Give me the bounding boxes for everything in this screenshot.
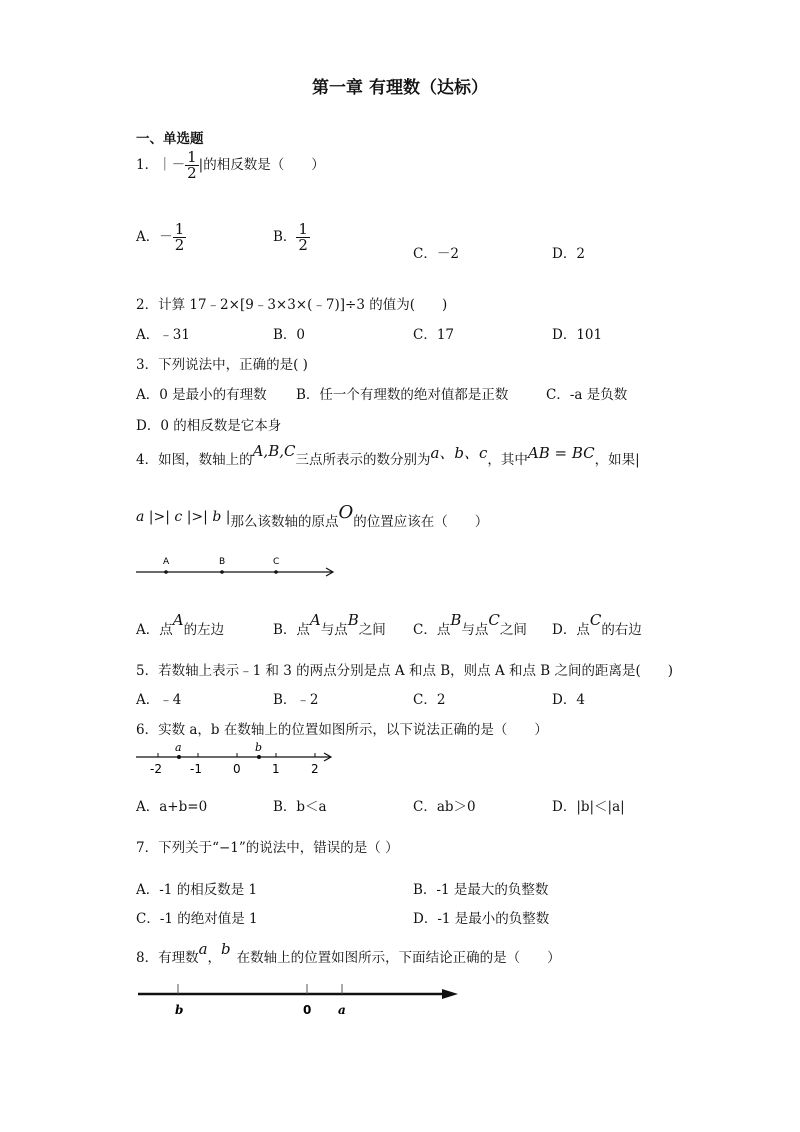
- math-var-a: a: [198, 940, 208, 958]
- option-text: 之间: [358, 622, 386, 638]
- axis-label-zero: 0: [303, 1003, 312, 1017]
- axis-label-b: B: [219, 557, 226, 567]
- q5-option-c[interactable]: C．2: [413, 692, 446, 708]
- tick-label: 2: [311, 762, 319, 776]
- q1-stem: 的相反数是（ ）: [203, 157, 325, 173]
- option-text: 2: [576, 246, 585, 262]
- q6-option-a[interactable]: A．a+b=0: [136, 799, 208, 815]
- question-2: 2．计算 17﹣2×[9﹣3×3×(﹣7)]÷3 的值为( ): [136, 297, 448, 313]
- tick-label: 1: [272, 762, 280, 776]
- q3-option-b[interactable]: B．任一个有理数的绝对值都是正数: [296, 387, 509, 403]
- question-5: 5．若数轴上表示﹣1 和 3 的两点分别是点 A 和点 B，则点 A 和点 B 之间的距离是( ): [136, 663, 674, 679]
- math-point: A: [172, 611, 184, 629]
- q7-option-b[interactable]: B．-1 是最大的负整数: [413, 882, 549, 898]
- fraction-denominator: 2: [187, 164, 197, 182]
- q4-option-b[interactable]: [273, 611, 386, 638]
- q1-option-d[interactable]: [552, 242, 585, 262]
- q4-option-d[interactable]: [552, 611, 642, 638]
- option-text: 与点: [320, 622, 348, 638]
- q6-option-b[interactable]: B．b＜a: [273, 799, 327, 815]
- question-4: [136, 442, 640, 469]
- q3-option-c[interactable]: C．-a 是负数: [546, 387, 628, 403]
- q7-option-a[interactable]: A．-1 的相反数是 1: [136, 882, 258, 898]
- q6-option-c[interactable]: C．ab＞0: [413, 799, 476, 815]
- q6-number-line: [130, 740, 340, 776]
- point-label-a: a: [175, 741, 182, 754]
- tick-label: 0: [233, 762, 241, 776]
- question-3: 3．下列说法中，正确的是( ): [136, 357, 308, 373]
- option-fraction: [296, 222, 310, 253]
- fraction-denominator: 2: [174, 236, 185, 254]
- q8-text: ，: [207, 950, 222, 966]
- section-heading: 一、单选题: [136, 131, 204, 147]
- q2-option-d[interactable]: D．101: [552, 327, 603, 343]
- axis-label-b: b: [175, 1003, 184, 1017]
- q5-option-d[interactable]: D．4: [552, 692, 585, 708]
- question-1: [136, 150, 325, 181]
- option-text: 的右边: [601, 622, 642, 638]
- q2-option-a[interactable]: A．﹣31: [136, 327, 190, 343]
- question-6: 6．实数 a，b 在数轴上的位置如图所示，以下说法正确的是（ ）: [136, 722, 548, 738]
- q3-option-d[interactable]: D．0 的相反数是它本身: [136, 418, 282, 434]
- q4-text: ，其中: [487, 452, 528, 468]
- q8-number-line: [130, 980, 465, 1020]
- tick-label: -1: [190, 762, 202, 776]
- option-text: －2: [436, 246, 459, 262]
- axis-label-c: C: [273, 557, 280, 567]
- q4-text: 那么该数轴的原点: [230, 514, 339, 530]
- q5-option-a[interactable]: A．﹣4: [136, 692, 182, 708]
- option-text: 与点: [461, 622, 489, 638]
- fraction-denominator: 2: [298, 236, 308, 254]
- option-text: 之间: [499, 622, 527, 638]
- option-fraction: [173, 222, 187, 253]
- math-point: B: [450, 611, 462, 629]
- page-title: 第一章 有理数（达标）: [312, 78, 488, 98]
- math-var-b: b: [221, 940, 231, 958]
- question-4-cont: [136, 502, 489, 531]
- option-minus: －: [159, 229, 173, 245]
- fraction-numerator: 1: [174, 220, 185, 238]
- question-8: [136, 940, 561, 966]
- option-label: C．点: [413, 622, 451, 638]
- abs-bar-left: ｜: [158, 157, 172, 173]
- q4-text: ，如果|: [594, 452, 640, 468]
- q1-option-b[interactable]: [273, 222, 310, 253]
- option-label: A．: [136, 229, 160, 245]
- q7-option-d[interactable]: D．-1 是最小的负整数: [413, 911, 550, 927]
- abs-bar-right: |: [198, 157, 204, 173]
- q4-number-line: [130, 552, 345, 582]
- q5-option-b[interactable]: B．﹣2: [273, 692, 319, 708]
- option-label: D．: [552, 246, 577, 262]
- q1-option-a[interactable]: [136, 222, 186, 253]
- q2-option-c[interactable]: C．17: [413, 327, 455, 343]
- option-text: 的左边: [183, 622, 225, 638]
- math-inequality: a |>| c |>| b |: [136, 509, 231, 525]
- option-label: B．点: [273, 622, 310, 638]
- q1-option-c[interactable]: [413, 242, 459, 262]
- tick-label: -2: [150, 762, 162, 776]
- option-label: A．点: [136, 622, 173, 638]
- math-equation: AB = BC: [527, 444, 595, 462]
- option-label: B．: [273, 229, 297, 245]
- math-points: A,B,C: [252, 442, 296, 460]
- math-point: C: [488, 611, 500, 629]
- question-7: 7．下列关于“−1”的说法中，错误的是（ ）: [136, 840, 399, 856]
- math-point: C: [589, 611, 602, 629]
- math-point: B: [347, 611, 359, 629]
- q3-option-a[interactable]: A．0 是最小的有理数: [136, 387, 267, 403]
- q1-fraction: [185, 150, 199, 181]
- option-label: C．: [413, 246, 437, 262]
- fraction-numerator: 1: [187, 148, 197, 166]
- q4-option-c[interactable]: [413, 611, 527, 638]
- q7-option-c[interactable]: C．-1 的绝对值是 1: [136, 911, 258, 927]
- q1-number: 1．: [136, 157, 159, 173]
- q4-option-a[interactable]: [136, 611, 225, 638]
- q4-text: 4．如图，数轴上的: [136, 452, 253, 468]
- q8-text: 在数轴上的位置如图所示，下面结论正确的是（ ）: [236, 950, 561, 966]
- math-point: A: [309, 611, 321, 629]
- math-origin: O: [338, 502, 354, 523]
- fraction-numerator: 1: [298, 220, 308, 238]
- q4-text: 的位置应该在（ ）: [353, 514, 489, 530]
- math-values: a、b、c: [430, 444, 488, 462]
- q6-option-d[interactable]: D．|b|＜|a|: [552, 799, 625, 815]
- axis-label-a: a: [338, 1003, 346, 1017]
- q8-text: 8．有理数: [136, 950, 199, 966]
- point-label-b: b: [255, 741, 263, 754]
- q2-option-b[interactable]: B．0: [273, 327, 306, 343]
- option-label: D．点: [552, 622, 590, 638]
- axis-label-a: A: [163, 557, 170, 567]
- q1-minus: －: [171, 157, 186, 173]
- q4-text: 三点所表示的数分别为: [295, 452, 431, 468]
